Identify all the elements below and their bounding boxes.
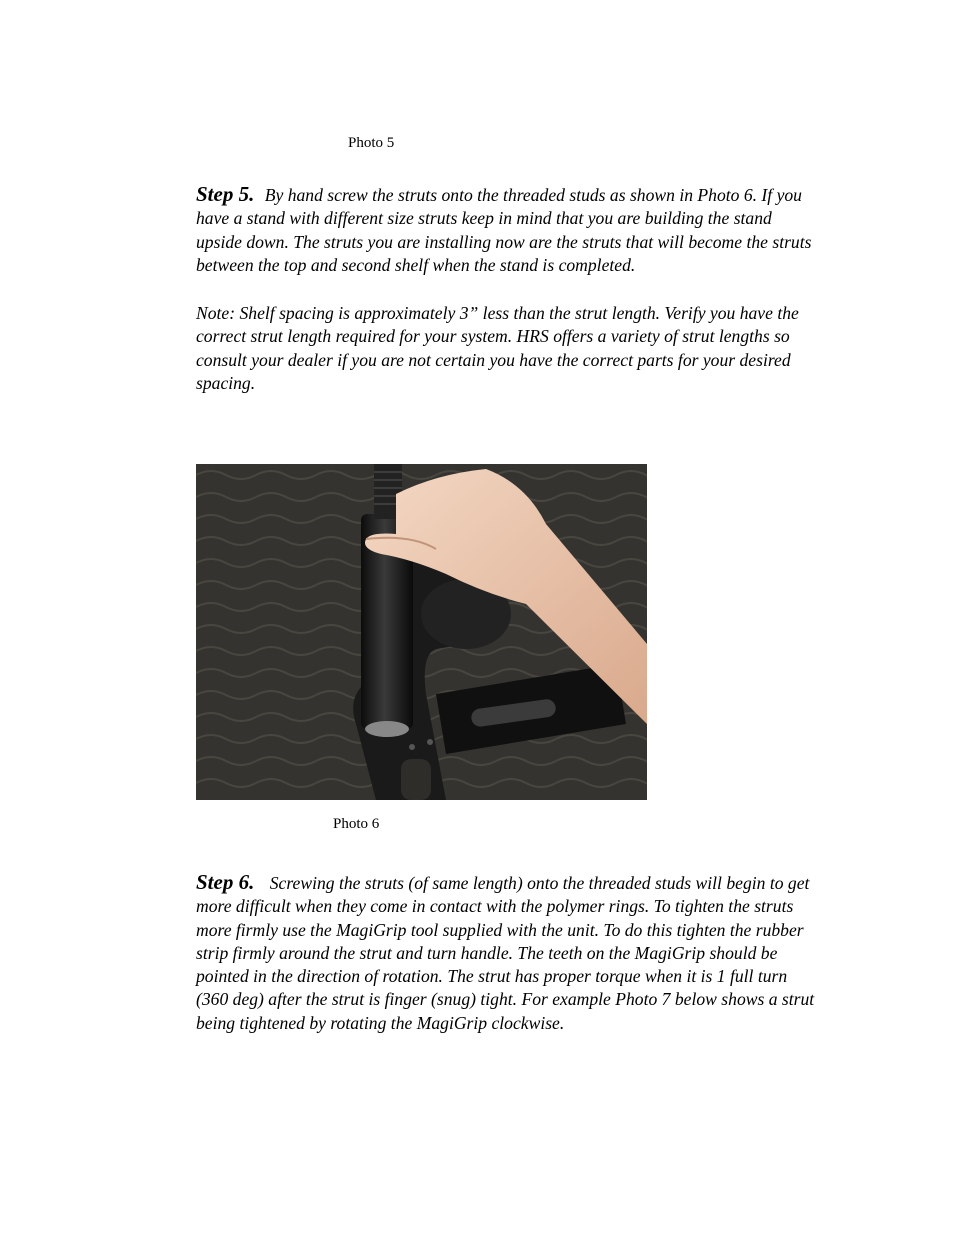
photo-6-caption: Photo 6 [333, 816, 380, 832]
step-5-label: Step 5. [196, 182, 255, 206]
step-6-paragraph [196, 871, 821, 1035]
step-6-label: Step 6. [196, 870, 255, 894]
step-5-text: By hand screw the struts onto the threaded studs as shown in Photo 6. If you have a stand with different size struts keep in mind that you are building the stand upside down. The struts you are installing now are the struts that will become the struts between the top and second shelf when the stand is completed. [196, 185, 812, 275]
photo-6-image [196, 464, 647, 800]
step-6-text: Screwing the struts (of same length) onto the threaded studs will begin to get more difficult when they come in contact with the polymer rings. To tighten the struts more firmly use the MagiGrip tool supplied with the unit. To do this tighten the rubber strip firmly around the strut and turn handle. The teeth on the MagiGrip should be pointed in the direction of rotation. The strut has proper torque when it is 1 full turn (360 deg) after the strut is finger (snug) tight. For example Photo 7 below shows a strut being tightened by rotating the MagiGrip clockwise. [196, 873, 815, 1033]
note-paragraph: Note: Shelf spacing is approximately 3” less than the strut length. Verify you have the correct strut length required for your system. HRS offers a variety of strut lengths so consult your dealer if you are not certain you have the correct parts for your desired spacing. [196, 303, 799, 393]
step-5-paragraph [196, 183, 821, 277]
photo-5-caption: Photo 5 [348, 135, 395, 151]
